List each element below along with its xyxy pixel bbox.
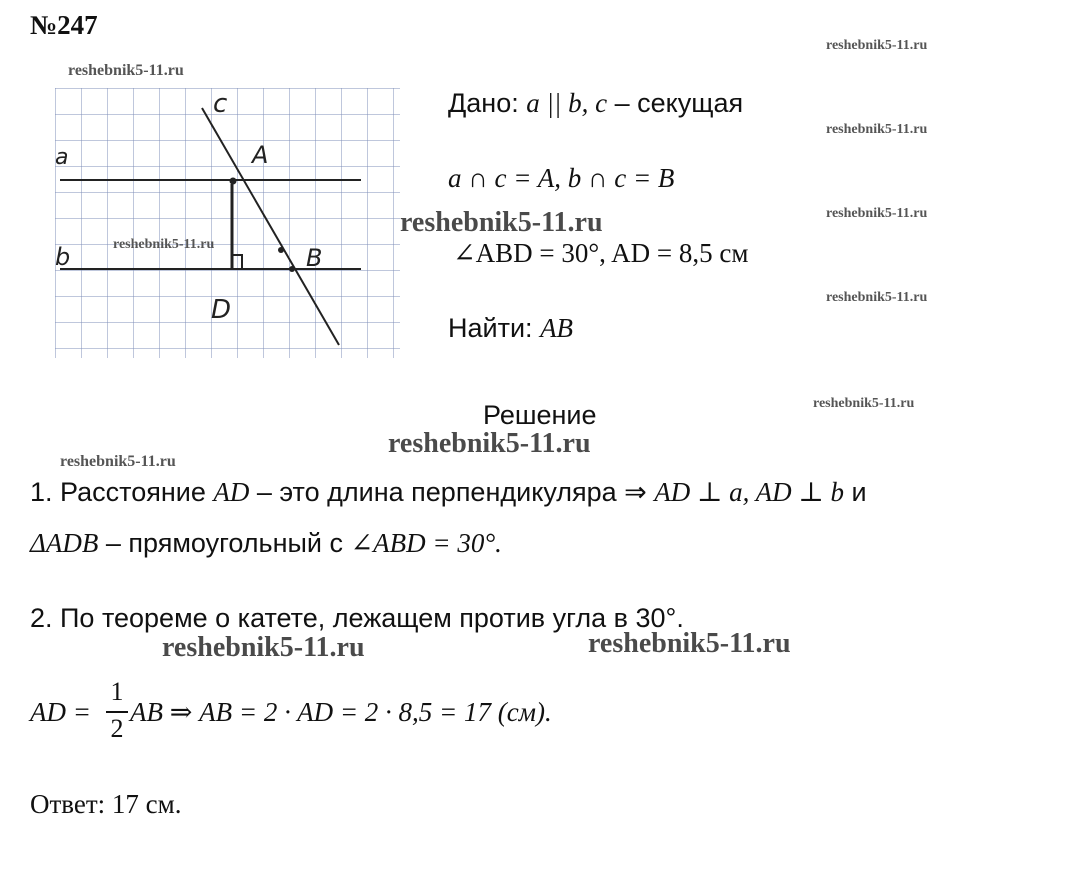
watermark: reshebnik5-11.ru: [400, 207, 603, 238]
label-point-a: A: [252, 141, 269, 169]
solution-heading: Решение: [483, 400, 597, 430]
given-line-2: a ∩ c = A, b ∩ c = B: [448, 163, 675, 193]
watermark: reshebnik5-11.ru: [388, 428, 591, 459]
label-a-line: a: [55, 145, 69, 170]
given-line-3: ∠ABD = 30°, AD = 8,5 см: [453, 238, 749, 268]
watermark: reshebnik5-11.ru: [162, 632, 365, 663]
label-point-b: B: [306, 244, 323, 272]
fraction-denominator: 2: [110, 714, 124, 743]
given-line-1: [448, 88, 743, 119]
given-secant: – секущая: [607, 88, 744, 118]
find-value: AB: [540, 313, 574, 343]
formula-left: AD =: [30, 697, 91, 727]
point-a: [230, 178, 237, 185]
step-1-line-2: ΔADB – прямоугольный с ∠ABD = 30°.: [30, 528, 502, 558]
find-label: Найти:: [448, 313, 541, 343]
point-mark: [278, 247, 284, 253]
watermark: reshebnik5-11.ru: [826, 122, 928, 137]
problem-number: №247: [30, 10, 98, 40]
fraction-bar: [106, 711, 128, 713]
formula-right: AB ⇒ AB = 2 · AD = 2 · 8,5 = 17 (см).: [130, 697, 552, 727]
find-line: [448, 313, 573, 344]
figure-drawing: [55, 88, 400, 358]
watermark: reshebnik5-11.ru: [113, 237, 215, 252]
point-b: [289, 266, 295, 272]
given-label: Дано:: [448, 88, 519, 118]
fraction-numerator: 1: [110, 677, 124, 706]
watermark: reshebnik5-11.ru: [60, 453, 176, 470]
watermark: reshebnik5-11.ru: [813, 396, 915, 411]
label-b-line: b: [55, 243, 71, 271]
given-parallel: a || b, c: [526, 88, 608, 118]
watermark: reshebnik5-11.ru: [826, 290, 928, 305]
watermark: reshebnik5-11.ru: [588, 628, 791, 659]
watermark: reshebnik5-11.ru: [68, 62, 184, 79]
watermark: reshebnik5-11.ru: [826, 38, 928, 53]
step-1-line-1: 1. Расстояние AD – это длина перпендикуляра ⇒ AD ⊥ a, AD ⊥ b и: [30, 477, 867, 507]
watermark: reshebnik5-11.ru: [826, 206, 928, 221]
step-2: 2. По теореме о катете, лежащем против угла в 30°.: [30, 603, 684, 633]
answer: Ответ: 17 см.: [30, 789, 182, 819]
label-point-d: D: [211, 295, 232, 325]
label-c: c: [213, 89, 228, 119]
